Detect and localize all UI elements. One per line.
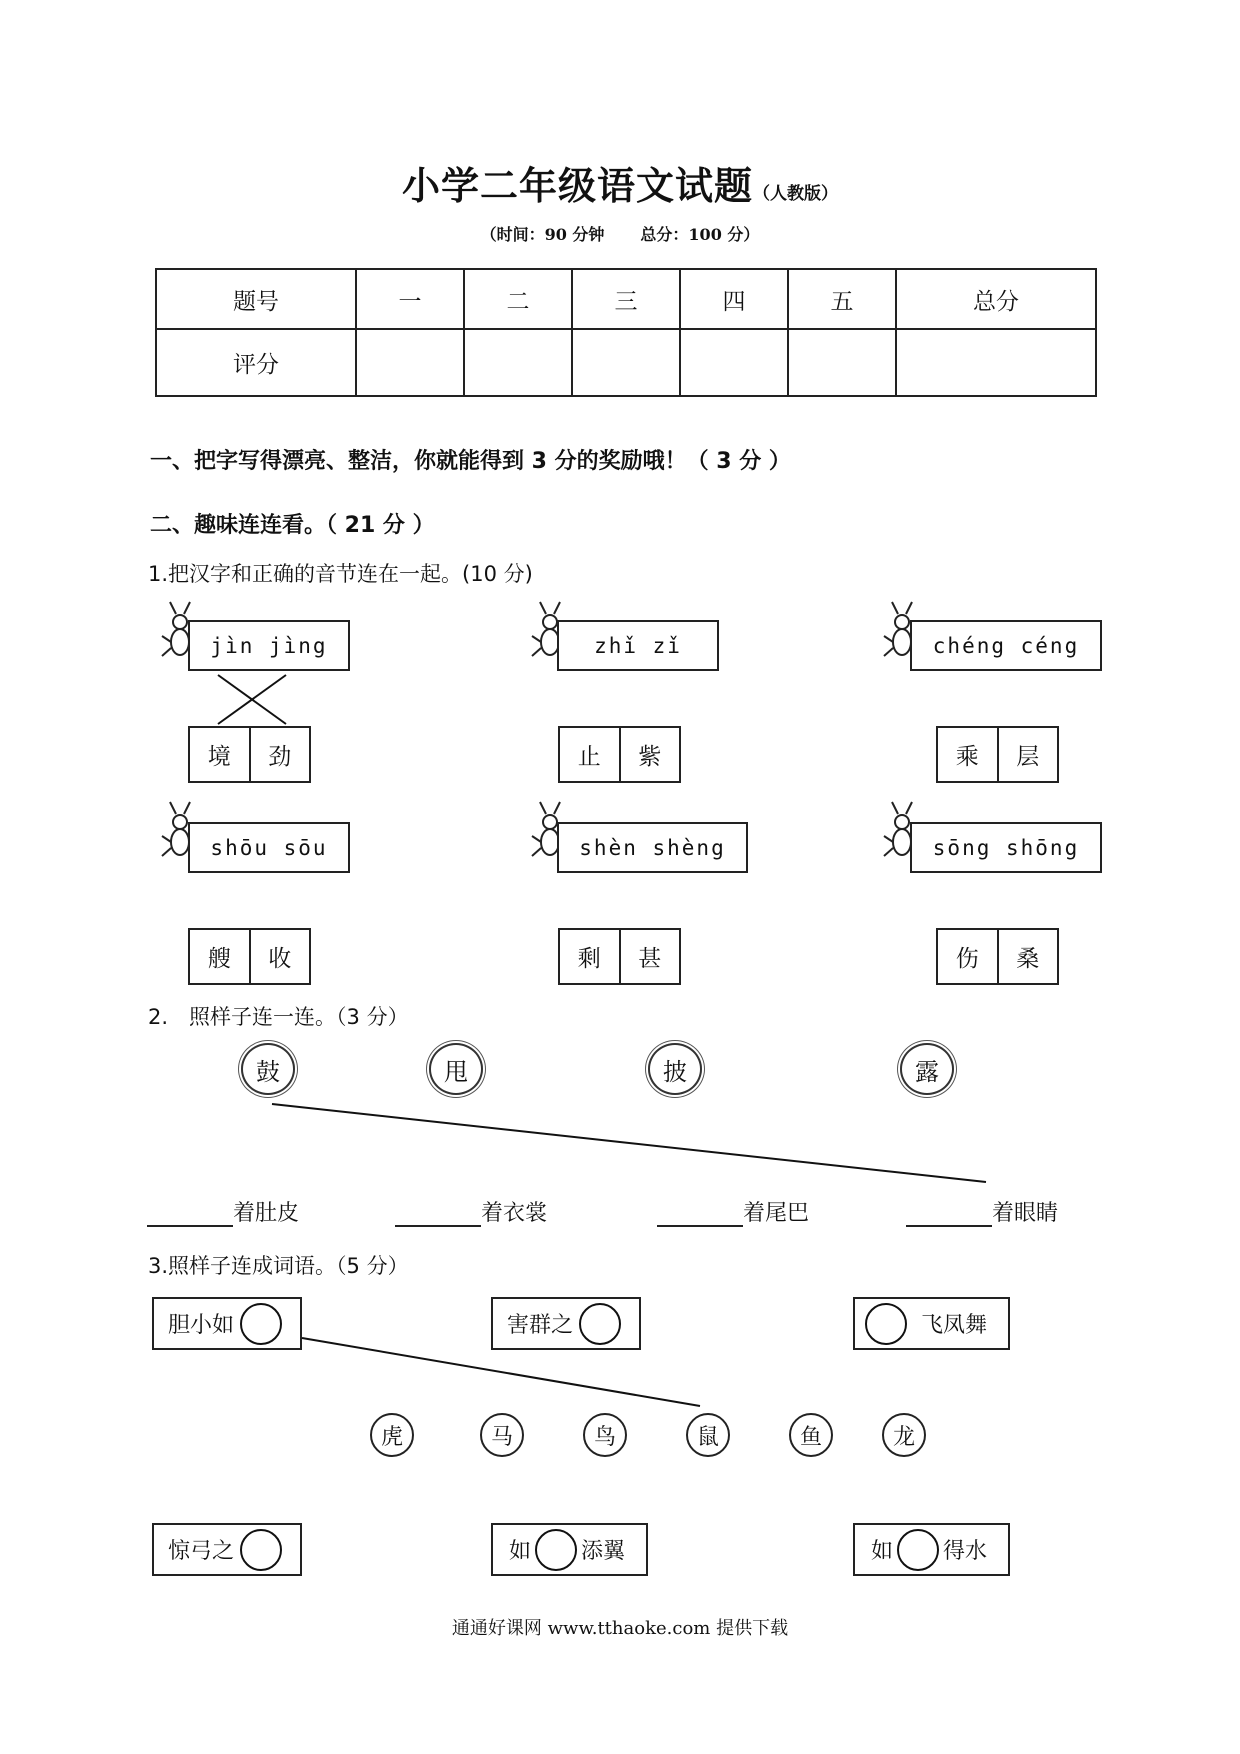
animal-circle[interactable]: 龙	[882, 1413, 926, 1457]
pinyin-box[interactable]: shōu sōu	[188, 822, 350, 873]
score-cell: 三	[572, 269, 680, 329]
idiom-text: 如	[871, 1539, 894, 1564]
exam-meta	[0, 222, 1240, 245]
pinyin-box[interactable]: chéng céng	[910, 620, 1102, 671]
idiom-text: 得水	[943, 1539, 988, 1564]
char-pair[interactable]	[936, 726, 1059, 783]
char-cell[interactable]: 剩	[577, 946, 601, 972]
phrase-item	[147, 1196, 299, 1227]
answer-circle[interactable]	[897, 1529, 939, 1571]
phrase-item	[657, 1196, 809, 1227]
answer-circle[interactable]	[240, 1303, 282, 1345]
phrase-item	[395, 1196, 547, 1227]
idiom-box[interactable]	[491, 1523, 648, 1576]
idiom-text: 胆小如	[168, 1313, 235, 1338]
idiom-box[interactable]	[491, 1297, 641, 1350]
animal-circle[interactable]: 鸟	[583, 1413, 627, 1457]
answer-blank[interactable]	[147, 1203, 233, 1227]
score-input-cell[interactable]	[680, 329, 788, 396]
section-1-heading: 一、把字写得漂亮、整洁，你就能得到 3 分的奖励哦！（ 3 分 ）	[150, 449, 791, 474]
idiom-text: 飞凤舞	[921, 1313, 988, 1338]
score-input-cell[interactable]	[896, 329, 1096, 396]
char-cell[interactable]: 止	[577, 744, 601, 770]
score-table-score-row	[156, 329, 1096, 396]
char-cell[interactable]: 甚	[619, 930, 680, 983]
idiom-text: 添翼	[581, 1539, 626, 1564]
phrase-text: 着尾巴	[743, 1201, 810, 1226]
question-1-heading: 1.把汉字和正确的音节连在一起。(10 分)	[148, 562, 533, 586]
pinyin-box[interactable]: shèn shèng	[557, 822, 748, 873]
char-cell[interactable]: 艘	[207, 946, 231, 972]
score-table	[155, 268, 1097, 397]
animal-circle[interactable]: 鼠	[686, 1413, 730, 1457]
pinyin-box[interactable]: zhǐ zǐ	[557, 620, 719, 671]
example-line-q1a	[218, 675, 286, 724]
char-cell[interactable]: 桑	[997, 930, 1058, 983]
char-cell[interactable]: 伤	[955, 946, 979, 972]
animal-circle[interactable]: 鱼	[789, 1413, 833, 1457]
answer-circle[interactable]	[865, 1303, 907, 1345]
idiom-box[interactable]	[152, 1297, 302, 1350]
answer-circle[interactable]	[535, 1529, 577, 1571]
question-3-heading: 3.照样子连成词语。（5 分）	[148, 1254, 409, 1278]
answer-blank[interactable]	[657, 1203, 743, 1227]
score-cell: 二	[464, 269, 572, 329]
idiom-text: 惊弓之	[168, 1539, 235, 1564]
char-cell[interactable]: 境	[207, 744, 231, 770]
verb-cloud[interactable]: 甩	[429, 1043, 483, 1095]
verb-cloud[interactable]: 披	[648, 1043, 702, 1095]
char-cell[interactable]: 乘	[955, 744, 979, 770]
idiom-box[interactable]	[152, 1523, 302, 1576]
score-input-cell[interactable]	[464, 329, 572, 396]
score-cell: 四	[680, 269, 788, 329]
char-cell[interactable]: 收	[249, 930, 310, 983]
answer-circle[interactable]	[240, 1529, 282, 1571]
char-cell[interactable]: 层	[997, 728, 1058, 781]
animal-circle[interactable]: 虎	[370, 1413, 414, 1457]
score-table-header-row	[156, 269, 1096, 329]
question-2-heading: 2. 照样子连一连。（3 分）	[148, 1005, 409, 1029]
answer-blank[interactable]	[395, 1203, 481, 1227]
score-cell: 一	[356, 269, 464, 329]
score-input-cell[interactable]	[788, 329, 896, 396]
answer-circle[interactable]	[579, 1303, 621, 1345]
char-pair[interactable]	[188, 726, 311, 783]
example-line-q2	[272, 1104, 986, 1182]
char-pair[interactable]	[558, 928, 681, 985]
idiom-box[interactable]	[853, 1297, 1010, 1350]
example-line-q1b	[218, 675, 286, 724]
pinyin-box[interactable]: jìn jìng	[188, 620, 350, 671]
page-footer: 通通好课网 www.tthaoke.com 提供下载	[451, 1618, 789, 1639]
idiom-box[interactable]	[853, 1523, 1010, 1576]
score-input-cell[interactable]	[356, 329, 464, 396]
section-2-heading: 二、趣味连连看。（ 21 分 ）	[150, 513, 435, 538]
char-pair[interactable]	[188, 928, 311, 985]
char-pair[interactable]	[936, 928, 1059, 985]
phrase-item	[906, 1196, 1058, 1227]
score-cell: 总分	[896, 269, 1096, 329]
title-edition: （人教版）	[753, 184, 838, 204]
phrase-text: 着肚皮	[233, 1201, 300, 1226]
page-title	[0, 155, 1240, 210]
title-main: 小学二年级语文试题	[401, 163, 753, 208]
exam-time: （时间：90 分钟	[480, 225, 605, 244]
score-cell: 五	[788, 269, 896, 329]
char-cell[interactable]: 紫	[619, 728, 680, 781]
pinyin-box[interactable]: sōng shōng	[910, 822, 1102, 873]
score-cell: 题号	[156, 269, 356, 329]
verb-cloud[interactable]: 露	[900, 1043, 954, 1095]
char-cell[interactable]: 劲	[249, 728, 310, 781]
verb-cloud[interactable]: 鼓	[241, 1043, 295, 1095]
score-input-cell[interactable]	[572, 329, 680, 396]
phrase-text: 着眼睛	[992, 1201, 1059, 1226]
phrase-text: 着衣裳	[481, 1201, 548, 1226]
char-pair[interactable]	[558, 726, 681, 783]
animal-circle[interactable]: 马	[480, 1413, 524, 1457]
score-cell: 评分	[156, 329, 356, 396]
idiom-text: 害群之	[507, 1313, 574, 1338]
exam-total: 总分：100 分）	[640, 225, 760, 244]
idiom-text: 如	[509, 1539, 532, 1564]
answer-blank[interactable]	[906, 1203, 992, 1227]
